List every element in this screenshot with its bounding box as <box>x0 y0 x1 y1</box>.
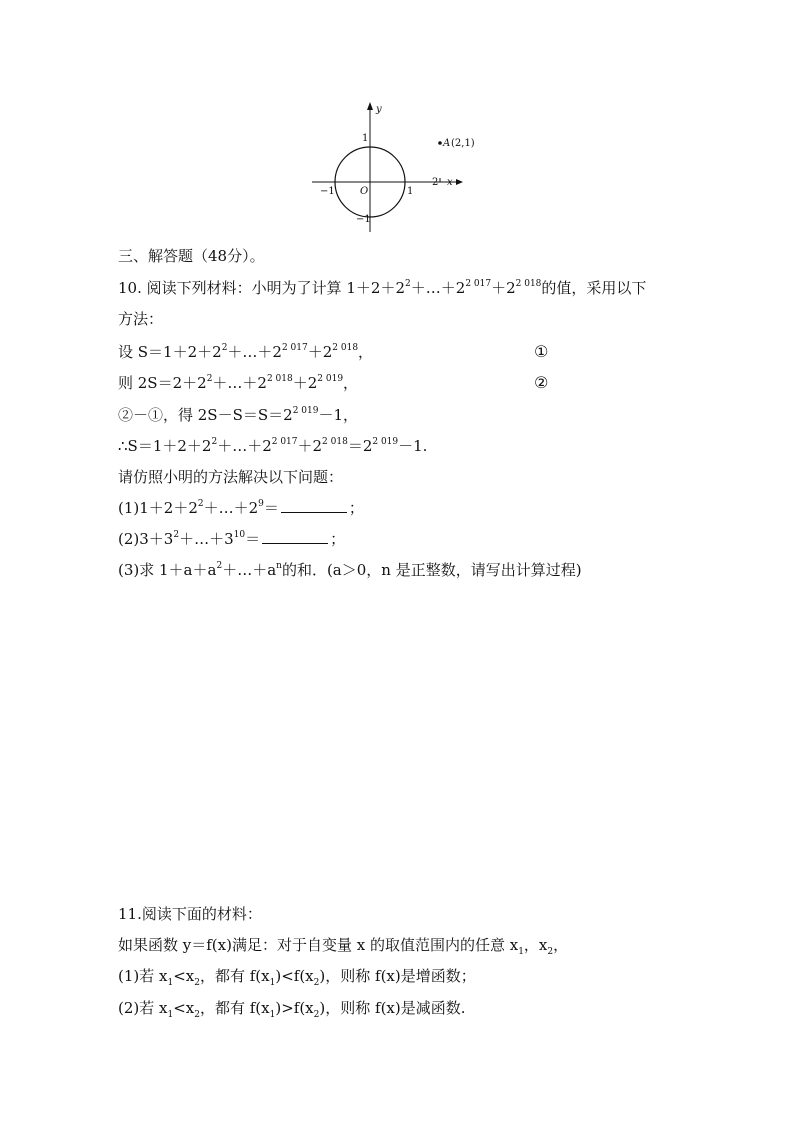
case-text: )<f(x <box>275 967 314 985</box>
part-text: ＝ <box>245 530 261 548</box>
q10-step1 <box>118 342 373 362</box>
step-text: ＋…＋2 <box>212 374 267 392</box>
q11-case1 <box>118 966 476 986</box>
case-text: )，则称 f(x)是减函数. <box>319 999 466 1017</box>
x-axis-label: x <box>447 177 453 188</box>
case-text: ，都有 f(x <box>199 967 270 985</box>
exponent: 2 019 <box>292 406 319 416</box>
part-text: 的和．(a＞0，n 是正整数，请写出计算过程) <box>281 561 582 579</box>
exponent: 2 017 <box>271 437 298 447</box>
y-axis-arrow <box>367 102 373 110</box>
exponent: 9 <box>258 499 264 509</box>
step-text: 设 S＝1＋2＋2 <box>118 343 222 361</box>
origin-label: O <box>360 186 369 197</box>
exponent: n <box>276 561 282 571</box>
answer-blank-1[interactable] <box>281 498 347 513</box>
definition-text: ，x <box>523 936 548 954</box>
step-text: 则 2S＝2＋2 <box>118 374 207 392</box>
definition-text: 如果函数 y＝f(x)满足：对于自变量 x 的取值范围内的任意 x <box>118 936 519 954</box>
exponent: 2 <box>405 279 411 289</box>
x-axis-arrow <box>456 179 463 185</box>
step-text: ＋2 <box>297 437 323 455</box>
subscript: 2 <box>194 978 200 988</box>
subscript: 1 <box>269 978 276 988</box>
answer-blank-2[interactable] <box>262 529 328 544</box>
y-tick-neg1-label: −1 <box>356 214 371 225</box>
exponent: 2 <box>206 374 213 384</box>
exponent: 2 018 <box>266 374 293 384</box>
step-text: －1. <box>398 437 428 455</box>
case-text: )>f(x <box>275 999 314 1017</box>
definition-text: ， <box>553 936 569 954</box>
exponent: 2 <box>197 499 204 509</box>
q11-definition <box>118 935 568 955</box>
q10-step4 <box>118 436 427 456</box>
q10-intro <box>118 278 646 298</box>
exponent: 2 017 <box>281 343 308 353</box>
equation-marker-1: ① <box>534 342 549 361</box>
step-text: ＝2 <box>347 437 373 455</box>
subscript: 1 <box>167 978 174 988</box>
case-text: (1)若 x <box>118 967 168 985</box>
part-text: ； <box>348 499 364 517</box>
section-heading-text: 三、解答题（48分）。 <box>118 247 265 265</box>
exponent: 10 <box>233 530 246 540</box>
step-text: ②－①，得 2S－S＝S＝2 <box>118 406 293 424</box>
point-a-label: A <box>443 138 451 149</box>
x-tick-1-label: 1 <box>407 186 414 197</box>
q10-intro-text: ＋2 <box>491 279 516 297</box>
step-text: ＋2 <box>292 374 318 392</box>
subscript: 2 <box>313 1010 320 1020</box>
q10-intro-text: ＋…＋2 <box>410 279 466 297</box>
part-text: (3)求 1＋a＋a <box>118 561 217 579</box>
part-text: ； <box>330 530 346 548</box>
part-text: (1)1＋2＋2 <box>118 499 198 517</box>
exponent: 2 <box>211 437 218 447</box>
q10-intro-text: 10. 阅读下列材料：小明为了计算 1＋2＋2 <box>118 279 406 297</box>
q10-intro-continued <box>118 309 163 329</box>
q10-instruction <box>118 467 343 487</box>
part-text: ＝ <box>263 499 279 517</box>
exponent: 2 019 <box>372 437 399 447</box>
part-text: (2)3＋3 <box>118 530 174 548</box>
instruction-text: 请仿照小明的方法解决以下问题： <box>118 468 344 486</box>
step-text: ＋2 <box>307 343 333 361</box>
q11-title-text: 11.阅读下面的材料： <box>118 905 262 923</box>
step-text: －1， <box>318 406 358 424</box>
exponent: 2 017 <box>465 279 492 289</box>
section-heading <box>118 246 265 266</box>
q11-title <box>118 904 262 924</box>
q10-part3 <box>118 560 582 580</box>
point-a <box>438 141 442 145</box>
q10-intro-text: 方法： <box>118 310 164 328</box>
exponent: 2 <box>216 561 223 571</box>
part-text: ＋…＋2 <box>203 499 259 517</box>
q11-case2 <box>118 998 466 1018</box>
unit-circle-figure <box>300 98 490 238</box>
subscript: 2 <box>194 1010 200 1020</box>
exponent: 2 018 <box>515 279 542 289</box>
case-text: <x <box>173 967 195 985</box>
q10-step3 <box>118 405 358 425</box>
exponent: 2 <box>221 343 228 353</box>
q10-intro-text: 的值，采用以下 <box>541 279 647 297</box>
part-text: ＋…＋3 <box>179 530 234 548</box>
subscript: 1 <box>518 947 524 957</box>
subscript: 2 <box>313 978 320 988</box>
q10-step2 <box>118 373 358 393</box>
subscript: 2 <box>547 947 554 957</box>
y-axis-label: y <box>376 104 382 115</box>
step-text: ∴S＝1＋2＋2 <box>118 437 212 455</box>
step-text: ＋…＋2 <box>227 343 282 361</box>
subscript: 1 <box>269 1010 276 1020</box>
exponent: 2 018 <box>332 343 359 353</box>
case-text: ，都有 f(x <box>199 999 270 1017</box>
step-text: ＋…＋2 <box>217 437 272 455</box>
step-text: ， <box>358 343 374 361</box>
exponent: 2 018 <box>322 437 348 447</box>
exponent: 2 <box>173 530 180 540</box>
part-text: ＋…＋a <box>222 561 277 579</box>
exponent: 2 019 <box>317 374 344 384</box>
case-text: <x <box>173 999 195 1017</box>
case-text: (2)若 x <box>118 999 168 1017</box>
y-tick-1-label: 1 <box>362 133 369 144</box>
x-tick-neg1-label: −1 <box>320 186 335 197</box>
subscript: 1 <box>167 1010 174 1020</box>
step-text: ， <box>343 374 359 392</box>
q10-part2 <box>118 529 345 549</box>
case-text: )，则称 f(x)是增函数； <box>319 967 476 985</box>
point-a-coords: (2,1) <box>451 138 475 149</box>
q10-part1 <box>118 498 364 518</box>
x-tick-2-label: 2 <box>432 177 439 188</box>
equation-marker-2: ② <box>534 373 549 392</box>
